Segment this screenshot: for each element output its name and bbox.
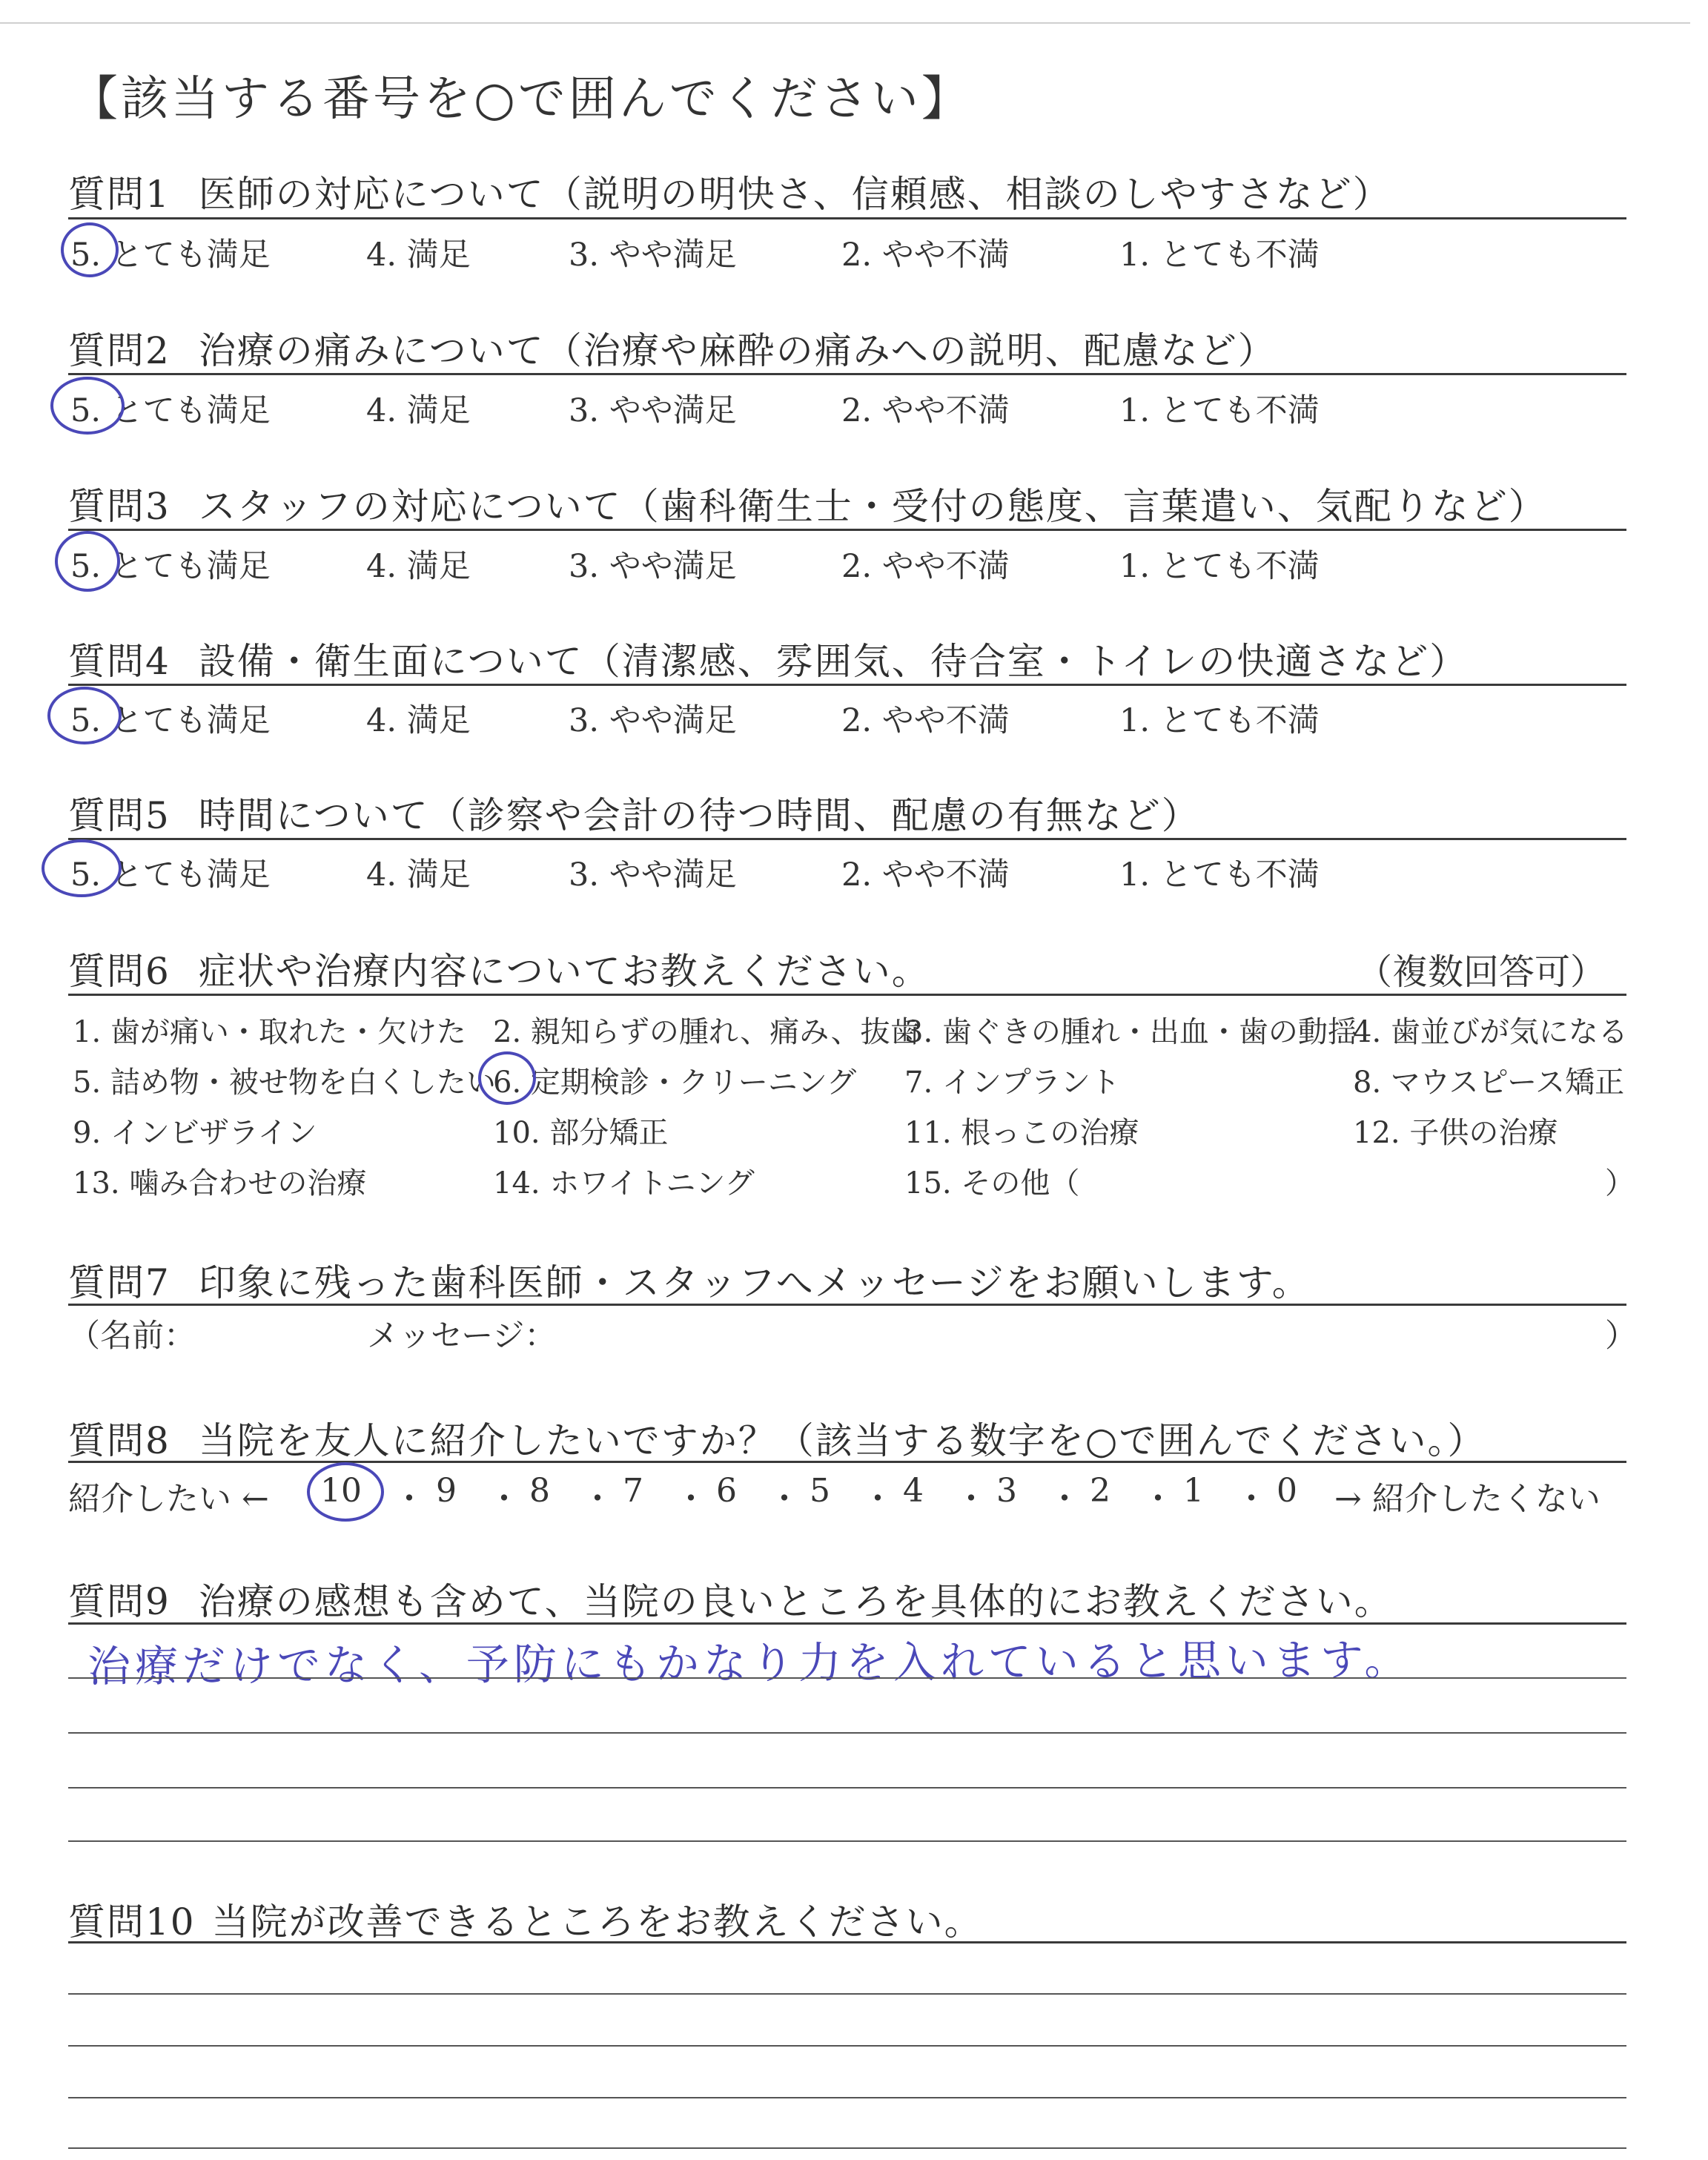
scale-separator: ・ bbox=[768, 1480, 801, 1518]
answer-line bbox=[68, 2147, 1626, 2149]
question-2-rule bbox=[68, 373, 1626, 375]
question-5-title bbox=[68, 786, 1200, 839]
scale-separator: ・ bbox=[955, 1480, 987, 1518]
question-8-title bbox=[68, 1411, 1486, 1464]
q4-option-4[interactable]: 4. 満足 bbox=[366, 702, 471, 739]
q5-option-1[interactable]: 1. とても不満 bbox=[1119, 856, 1320, 894]
answer-line bbox=[68, 2097, 1626, 2098]
q6-option-5[interactable]: 5. 詰め物・被せ物を白くしたい bbox=[73, 1066, 496, 1100]
q6-option-12[interactable]: 12. 子供の治療 bbox=[1353, 1116, 1558, 1150]
q2-option-3[interactable]: 3. やや満足 bbox=[569, 392, 737, 429]
question-5-rule bbox=[68, 838, 1626, 840]
q4-option-5[interactable]: 5. とても満足 bbox=[70, 702, 271, 739]
q2-option-2[interactable]: 2. やや不満 bbox=[841, 392, 1010, 429]
q6-option-1[interactable]: 1. 歯が痛い・取れた・欠けた bbox=[73, 1015, 466, 1049]
recommend-left-label: 紹介したい ← bbox=[68, 1480, 269, 1518]
q1-option-3[interactable]: 3. やや満足 bbox=[569, 237, 737, 274]
scale-separator: ・ bbox=[861, 1480, 894, 1518]
q1-option-2[interactable]: 2. やや不満 bbox=[841, 237, 1010, 274]
q5-option-3[interactable]: 3. やや満足 bbox=[569, 856, 737, 894]
q2-answer-circle bbox=[50, 377, 125, 435]
q1-option-5[interactable]: 5. とても満足 bbox=[70, 237, 271, 274]
answer-line bbox=[68, 2045, 1626, 2047]
question-text: 治療の痛みについて（治療や麻酔の痛みへの説明、配慮など） bbox=[198, 329, 1277, 372]
answer-line bbox=[68, 1840, 1626, 1842]
question-3-rule bbox=[68, 529, 1626, 531]
name-label: （名前： bbox=[68, 1318, 196, 1355]
question-number: 質問8 bbox=[68, 1419, 171, 1462]
q2-option-1[interactable]: 1. とても不満 bbox=[1119, 392, 1320, 429]
q3-option-3[interactable]: 3. やや満足 bbox=[569, 548, 737, 585]
question-text: 印象に残った歯科医師・スタッフへメッセージをお願いします。 bbox=[198, 1261, 1311, 1304]
q4-option-3[interactable]: 3. やや満足 bbox=[569, 702, 737, 739]
question-text: 当院が改善できるところをお教えください。 bbox=[211, 1900, 983, 1943]
q6-option-14[interactable]: 14. ホワイトニング bbox=[493, 1166, 755, 1200]
scale-1[interactable]: 1 bbox=[1183, 1472, 1204, 1510]
question-number: 質問9 bbox=[68, 1580, 171, 1623]
q1-option-4[interactable]: 4. 満足 bbox=[366, 237, 471, 274]
question-number: 質問6 bbox=[68, 950, 171, 993]
q6-option-9[interactable]: 9. インビザライン bbox=[73, 1116, 317, 1150]
scale-10[interactable]: 10 bbox=[320, 1472, 362, 1510]
question-number: 質問4 bbox=[68, 640, 171, 683]
q5-option-4[interactable]: 4. 満足 bbox=[366, 856, 471, 894]
q9-handwritten-answer[interactable]: 治療だけでなく、予防にもかなり力を入れていると思います。 bbox=[87, 1634, 1412, 1692]
q6-other-close-paren: ） bbox=[1605, 1166, 1635, 1200]
answer-line bbox=[68, 1732, 1626, 1734]
scale-separator: ・ bbox=[1235, 1480, 1268, 1518]
question-10-rule bbox=[68, 1941, 1626, 1943]
q6-option-8[interactable]: 8. マウスピース矯正 bbox=[1353, 1066, 1625, 1100]
question-2-title bbox=[68, 321, 1277, 374]
question-text: 設備・衛生面について（清潔感、雰囲気、待合室・トイレの快適さなど） bbox=[198, 640, 1469, 683]
q4-option-2[interactable]: 2. やや不満 bbox=[841, 702, 1010, 739]
scale-5[interactable]: 5 bbox=[810, 1472, 830, 1510]
scan-edge-line bbox=[0, 22, 1690, 24]
question-text: 症状や治療内容についてお教えください。 bbox=[198, 950, 930, 993]
scale-separator: ・ bbox=[1048, 1480, 1081, 1518]
question-text: 時間について（診察や会計の待つ時間、配慮の有無など） bbox=[198, 794, 1200, 837]
question-3-title bbox=[68, 477, 1547, 530]
question-text: 医師の対応について（説明の明快さ、信頼感、相談のしやすさなど） bbox=[198, 173, 1391, 216]
scale-separator: ・ bbox=[675, 1480, 707, 1518]
question-7-rule bbox=[68, 1304, 1626, 1306]
q6-option-10[interactable]: 10. 部分矯正 bbox=[493, 1116, 669, 1150]
q8-answer-circle bbox=[307, 1462, 384, 1522]
question-number: 質問2 bbox=[68, 329, 171, 372]
scale-2[interactable]: 2 bbox=[1090, 1472, 1110, 1510]
q6-option-2[interactable]: 2. 親知らずの腫れ、痛み、抜歯 bbox=[493, 1015, 920, 1049]
question-1-title bbox=[68, 165, 1391, 218]
question-number: 質問10 bbox=[68, 1900, 196, 1943]
answer-line bbox=[68, 1993, 1626, 1995]
message-label: メッセージ： bbox=[367, 1318, 557, 1355]
question-1-rule bbox=[68, 217, 1626, 219]
scale-6[interactable]: 6 bbox=[716, 1472, 737, 1510]
q6-option-7[interactable]: 7. インプラント bbox=[904, 1066, 1120, 1100]
q3-option-1[interactable]: 1. とても不満 bbox=[1119, 548, 1320, 585]
scale-7[interactable]: 7 bbox=[623, 1472, 643, 1510]
scale-separator: ・ bbox=[1142, 1480, 1174, 1518]
q5-option-5[interactable]: 5. とても満足 bbox=[70, 856, 271, 894]
scale-separator: ・ bbox=[393, 1480, 426, 1518]
question-text: 治療の感想も含めて、当院の良いところを具体的にお教えください。 bbox=[198, 1580, 1393, 1623]
q1-option-1[interactable]: 1. とても不満 bbox=[1119, 237, 1320, 274]
scale-separator: ・ bbox=[488, 1480, 520, 1518]
question-9-title bbox=[68, 1572, 1393, 1625]
answer-line bbox=[68, 1677, 1626, 1679]
q5-option-2[interactable]: 2. やや不満 bbox=[841, 856, 1010, 894]
q2-option-5[interactable]: 5. とても満足 bbox=[70, 392, 271, 429]
question-6-rule bbox=[68, 994, 1626, 996]
q6-answer-circle bbox=[478, 1051, 536, 1105]
q3-option-5[interactable]: 5. とても満足 bbox=[70, 548, 271, 585]
q1-answer-circle bbox=[61, 222, 119, 277]
question-7-title bbox=[68, 1253, 1311, 1307]
question-4-rule bbox=[68, 684, 1626, 686]
question-8-rule bbox=[68, 1461, 1626, 1463]
q6-option-6[interactable]: 6. 定期検診・クリーニング bbox=[493, 1066, 857, 1100]
question-6-title bbox=[68, 942, 930, 995]
question-number: 質問1 bbox=[68, 173, 171, 216]
q5-answer-circle bbox=[42, 839, 122, 897]
question-text: 当院を友人に紹介したいですか？（該当する数字を○で囲んでください。） bbox=[198, 1419, 1486, 1462]
scale-3[interactable]: 3 bbox=[996, 1472, 1017, 1510]
scale-4[interactable]: 4 bbox=[903, 1472, 924, 1510]
scale-separator: ・ bbox=[581, 1480, 614, 1518]
answer-line bbox=[68, 1787, 1626, 1789]
q3-option-2[interactable]: 2. やや不満 bbox=[841, 548, 1010, 585]
q6-option-11[interactable]: 11. 根っこの治療 bbox=[904, 1116, 1139, 1150]
q4-answer-circle bbox=[47, 687, 122, 744]
multiple-answer-note: （複数回答可） bbox=[1357, 951, 1606, 993]
q3-option-4[interactable]: 4. 満足 bbox=[366, 548, 471, 585]
q6-option-4[interactable]: 4. 歯並びが気になる bbox=[1353, 1015, 1628, 1049]
q3-answer-circle bbox=[55, 531, 120, 592]
recommend-right-label: → 紹介したくない bbox=[1334, 1480, 1601, 1518]
question-number: 質問5 bbox=[68, 794, 171, 837]
q6-option-3[interactable]: 3. 歯ぐきの腫れ・出血・歯の動揺 bbox=[904, 1015, 1357, 1049]
question-10-title bbox=[68, 1892, 983, 1946]
q2-option-4[interactable]: 4. 満足 bbox=[366, 392, 471, 429]
scale-8[interactable]: 8 bbox=[529, 1472, 550, 1510]
message-close-paren: ） bbox=[1605, 1318, 1637, 1355]
scale-9[interactable]: 9 bbox=[436, 1472, 457, 1510]
question-number: 質問3 bbox=[68, 485, 171, 528]
q6-option-13[interactable]: 13. 噛み合わせの治療 bbox=[73, 1166, 367, 1200]
q4-option-1[interactable]: 1. とても不満 bbox=[1119, 702, 1320, 739]
question-number: 質問7 bbox=[68, 1261, 171, 1304]
page-title: 【該当する番号を○で囲んでください】 bbox=[70, 72, 972, 127]
question-4-title bbox=[68, 632, 1468, 685]
question-text: スタッフの対応について（歯科衛生士・受付の態度、言葉遣い、気配りなど） bbox=[198, 485, 1547, 528]
q6-option-15[interactable]: 15. その他（ bbox=[904, 1166, 1080, 1200]
scale-0[interactable]: 0 bbox=[1277, 1472, 1297, 1510]
